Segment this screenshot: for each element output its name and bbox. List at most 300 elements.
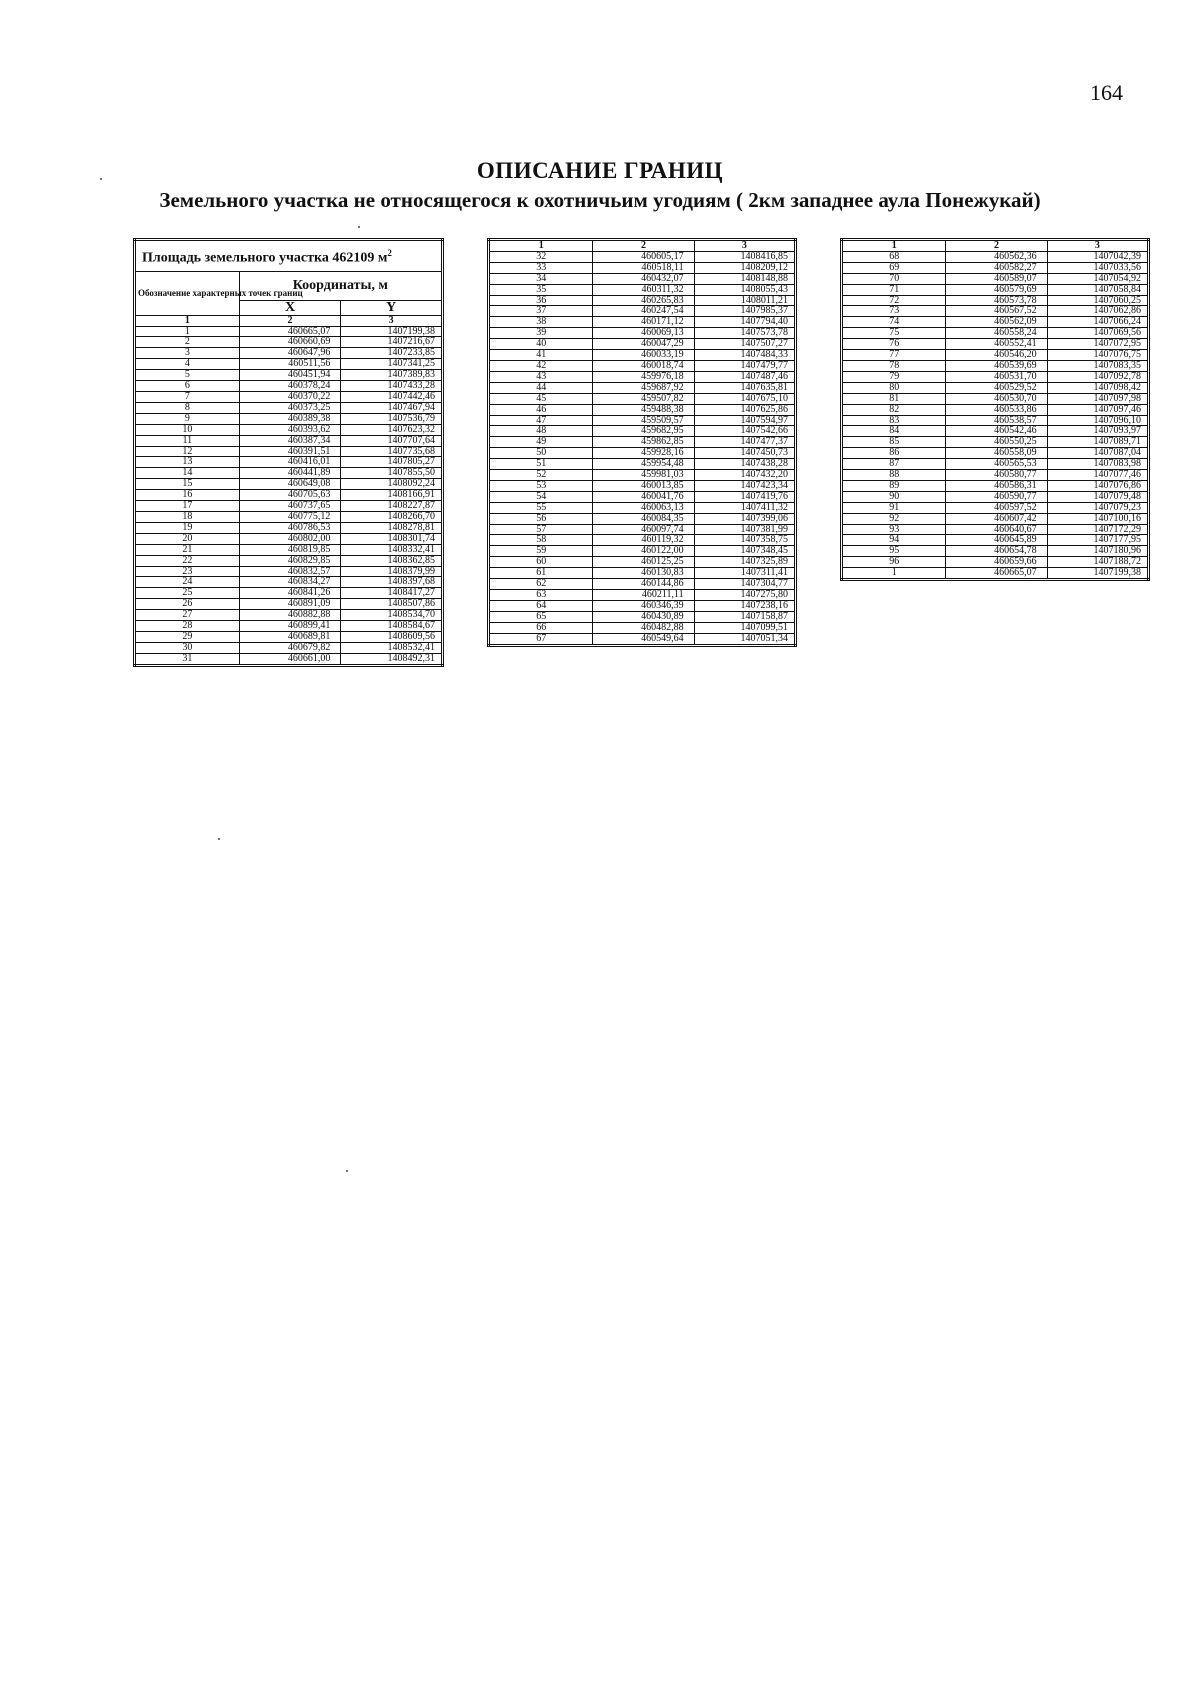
point-number-cell: 31 bbox=[135, 653, 240, 665]
x-coordinate-cell: 460430,89 bbox=[593, 611, 694, 622]
table-row bbox=[842, 415, 1149, 426]
column-number-header: 3 bbox=[1047, 240, 1148, 252]
document-title: ОПИСАНИЕ ГРАНИЦ bbox=[476, 158, 724, 183]
point-number-cell: 22 bbox=[135, 555, 240, 566]
table-row bbox=[135, 413, 443, 424]
point-number-cell: 39 bbox=[489, 328, 593, 339]
y-coordinate-cell: 1408148,88 bbox=[694, 273, 795, 284]
table-row bbox=[135, 326, 443, 337]
y-coordinate-cell: 1407805,27 bbox=[341, 457, 443, 468]
x-coordinate-cell: 460311,32 bbox=[593, 284, 694, 295]
x-coordinate-cell: 460265,83 bbox=[593, 295, 694, 306]
table-row bbox=[489, 295, 796, 306]
point-number-cell: 58 bbox=[489, 535, 593, 546]
coordinates-header: Координаты, м bbox=[239, 271, 442, 300]
x-coordinate-cell: 460645,89 bbox=[946, 535, 1047, 546]
x-coordinate-cell: 460834,27 bbox=[239, 577, 341, 588]
x-coordinate-cell: 460660,69 bbox=[239, 337, 341, 348]
y-coordinate-cell: 1407097,98 bbox=[1047, 393, 1148, 404]
table-row bbox=[135, 435, 443, 446]
table-row bbox=[842, 382, 1149, 393]
y-coordinate-cell: 1407076,86 bbox=[1047, 480, 1148, 491]
point-number-cell: 93 bbox=[842, 524, 946, 535]
y-coordinate-cell: 1407238,16 bbox=[694, 600, 795, 611]
scan-speck bbox=[100, 178, 102, 180]
table-row bbox=[135, 359, 443, 370]
y-coordinate-cell: 1407188,72 bbox=[1047, 557, 1148, 568]
table-row bbox=[489, 350, 796, 361]
point-number-cell: 36 bbox=[489, 295, 593, 306]
table-row bbox=[135, 577, 443, 588]
y-coordinate-cell: 1408055,43 bbox=[694, 284, 795, 295]
x-coordinate-cell: 460899,41 bbox=[239, 621, 341, 632]
y-coordinate-cell: 1407573,78 bbox=[694, 328, 795, 339]
x-coordinate-cell: 460063,13 bbox=[593, 502, 694, 513]
y-coordinate-cell: 1407042,39 bbox=[1047, 251, 1148, 262]
x-coordinate-cell: 460689,81 bbox=[239, 631, 341, 642]
x-coordinate-cell: 460665,07 bbox=[946, 568, 1047, 580]
coordinates-table-2 bbox=[487, 238, 797, 647]
y-coordinate-cell: 1407304,77 bbox=[694, 579, 795, 590]
point-number-cell: 83 bbox=[842, 415, 946, 426]
table-row bbox=[489, 284, 796, 295]
point-number-cell: 59 bbox=[489, 546, 593, 557]
table-row bbox=[135, 457, 443, 468]
table-row bbox=[135, 511, 443, 522]
table-row bbox=[842, 480, 1149, 491]
y-coordinate-cell: 1408278,81 bbox=[341, 522, 443, 533]
x-coordinate-cell: 460122,00 bbox=[593, 546, 694, 557]
table-row bbox=[135, 468, 443, 479]
point-number-cell: 1 bbox=[842, 568, 946, 580]
table-row bbox=[135, 490, 443, 501]
y-coordinate-cell: 1407079,23 bbox=[1047, 502, 1148, 513]
x-coordinate-cell: 460393,62 bbox=[239, 424, 341, 435]
y-coordinate-cell: 1408417,27 bbox=[341, 588, 443, 599]
y-header: Y bbox=[341, 300, 443, 315]
x-coordinate-cell: 460518,11 bbox=[593, 262, 694, 273]
table-row bbox=[135, 501, 443, 512]
point-number-cell: 3 bbox=[135, 348, 240, 359]
table-row bbox=[842, 491, 1149, 502]
point-number-cell: 55 bbox=[489, 502, 593, 513]
y-coordinate-cell: 1407325,89 bbox=[694, 557, 795, 568]
y-coordinate-cell: 1407381,99 bbox=[694, 524, 795, 535]
point-number-cell: 5 bbox=[135, 370, 240, 381]
table-row bbox=[489, 524, 796, 535]
column-number-header: 2 bbox=[946, 240, 1047, 252]
point-number-cell: 34 bbox=[489, 273, 593, 284]
y-coordinate-cell: 1408609,56 bbox=[341, 631, 443, 642]
y-coordinate-cell: 1407635,81 bbox=[694, 382, 795, 393]
x-coordinate-cell: 460550,25 bbox=[946, 437, 1047, 448]
table-row bbox=[489, 448, 796, 459]
table-row bbox=[135, 653, 443, 665]
table-row bbox=[135, 424, 443, 435]
x-coordinate-cell: 460441,89 bbox=[239, 468, 341, 479]
x-coordinate-cell: 460786,53 bbox=[239, 522, 341, 533]
table-row bbox=[489, 328, 796, 339]
x-coordinate-cell: 459954,48 bbox=[593, 459, 694, 470]
x-coordinate-cell: 459928,16 bbox=[593, 448, 694, 459]
y-coordinate-cell: 1407594,97 bbox=[694, 415, 795, 426]
x-coordinate-cell: 460013,85 bbox=[593, 480, 694, 491]
table-row bbox=[842, 393, 1149, 404]
table-row bbox=[842, 371, 1149, 382]
table-row bbox=[489, 535, 796, 546]
x-coordinate-cell: 459488,38 bbox=[593, 404, 694, 415]
y-coordinate-cell: 1407199,38 bbox=[1047, 568, 1148, 580]
table-row bbox=[489, 546, 796, 557]
y-coordinate-cell: 1407450,73 bbox=[694, 448, 795, 459]
x-coordinate-cell: 459509,57 bbox=[593, 415, 694, 426]
y-coordinate-cell: 1407707,64 bbox=[341, 435, 443, 446]
y-coordinate-cell: 1407419,76 bbox=[694, 491, 795, 502]
point-number-cell: 54 bbox=[489, 491, 593, 502]
x-coordinate-cell: 460542,46 bbox=[946, 426, 1047, 437]
column-number-header: 1 bbox=[489, 240, 593, 252]
point-number-cell: 21 bbox=[135, 544, 240, 555]
point-number-cell: 46 bbox=[489, 404, 593, 415]
table-row bbox=[135, 446, 443, 457]
y-coordinate-cell: 1407098,42 bbox=[1047, 382, 1148, 393]
table-row bbox=[135, 610, 443, 621]
y-coordinate-cell: 1407507,27 bbox=[694, 339, 795, 350]
area-unit-superscript: 2 bbox=[387, 248, 392, 258]
x-coordinate-cell: 460737,65 bbox=[239, 501, 341, 512]
table-row bbox=[842, 437, 1149, 448]
x-coordinate-cell: 460565,53 bbox=[946, 459, 1047, 470]
table-row bbox=[135, 642, 443, 653]
point-number-cell: 73 bbox=[842, 306, 946, 317]
table-row bbox=[135, 599, 443, 610]
x-coordinate-cell: 460546,20 bbox=[946, 350, 1047, 361]
y-coordinate-cell: 1407438,28 bbox=[694, 459, 795, 470]
point-number-cell: 63 bbox=[489, 590, 593, 601]
x-coordinate-cell: 460579,69 bbox=[946, 284, 1047, 295]
point-number-cell: 41 bbox=[489, 350, 593, 361]
point-number-cell: 77 bbox=[842, 350, 946, 361]
table-row bbox=[842, 524, 1149, 535]
table-row bbox=[135, 522, 443, 533]
y-coordinate-cell: 1407072,95 bbox=[1047, 339, 1148, 350]
point-number-cell: 66 bbox=[489, 622, 593, 633]
table-row bbox=[489, 459, 796, 470]
table-row bbox=[489, 393, 796, 404]
point-number-cell: 87 bbox=[842, 459, 946, 470]
table-row bbox=[842, 557, 1149, 568]
x-coordinate-cell: 460558,09 bbox=[946, 448, 1047, 459]
x-coordinate-cell: 460562,09 bbox=[946, 317, 1047, 328]
coordinates-table-3 bbox=[840, 238, 1150, 581]
x-coordinate-cell: 460549,64 bbox=[593, 633, 694, 645]
y-coordinate-cell: 1407411,32 bbox=[694, 502, 795, 513]
table-row bbox=[489, 600, 796, 611]
y-coordinate-cell: 1408534,70 bbox=[341, 610, 443, 621]
x-coordinate-cell: 460819,85 bbox=[239, 544, 341, 555]
x-coordinate-cell: 460705,63 bbox=[239, 490, 341, 501]
x-coordinate-cell: 460391,51 bbox=[239, 446, 341, 457]
x-coordinate-cell: 460247,54 bbox=[593, 306, 694, 317]
point-number-cell: 80 bbox=[842, 382, 946, 393]
x-coordinate-cell: 460573,78 bbox=[946, 295, 1047, 306]
x-coordinate-cell: 460558,24 bbox=[946, 328, 1047, 339]
y-coordinate-cell: 1408492,31 bbox=[341, 653, 443, 665]
table-row bbox=[489, 360, 796, 371]
table-row bbox=[489, 633, 796, 645]
designation-header: Обозначение характерных точек границ bbox=[135, 271, 240, 315]
point-number-cell: 95 bbox=[842, 546, 946, 557]
table-row bbox=[842, 470, 1149, 481]
x-coordinate-cell: 460531,70 bbox=[946, 371, 1047, 382]
point-number-cell: 33 bbox=[489, 262, 593, 273]
x-coordinate-cell: 460533,86 bbox=[946, 404, 1047, 415]
y-coordinate-cell: 1408209,12 bbox=[694, 262, 795, 273]
x-coordinate-cell: 460125,25 bbox=[593, 557, 694, 568]
point-number-cell: 4 bbox=[135, 359, 240, 370]
point-number-cell: 43 bbox=[489, 371, 593, 382]
y-coordinate-cell: 1407341,25 bbox=[341, 359, 443, 370]
table-row bbox=[135, 337, 443, 348]
point-number-cell: 42 bbox=[489, 360, 593, 371]
table-row bbox=[842, 350, 1149, 361]
point-number-cell: 18 bbox=[135, 511, 240, 522]
x-coordinate-cell: 460832,57 bbox=[239, 566, 341, 577]
table-3-body bbox=[842, 251, 1149, 579]
x-coordinate-cell: 460580,77 bbox=[946, 470, 1047, 481]
table-row bbox=[135, 555, 443, 566]
y-coordinate-cell: 1407099,51 bbox=[694, 622, 795, 633]
table-row bbox=[842, 251, 1149, 262]
y-coordinate-cell: 1407358,75 bbox=[694, 535, 795, 546]
x-coordinate-cell: 460529,52 bbox=[946, 382, 1047, 393]
table-row bbox=[489, 339, 796, 350]
y-coordinate-cell: 1408362,85 bbox=[341, 555, 443, 566]
point-number-cell: 7 bbox=[135, 392, 240, 403]
column-number-header: 3 bbox=[341, 315, 443, 326]
point-number-cell: 70 bbox=[842, 273, 946, 284]
point-number-cell: 6 bbox=[135, 381, 240, 392]
y-coordinate-cell: 1407348,45 bbox=[694, 546, 795, 557]
point-number-cell: 25 bbox=[135, 588, 240, 599]
table-row bbox=[489, 306, 796, 317]
table-row bbox=[489, 382, 796, 393]
table-row bbox=[135, 533, 443, 544]
y-coordinate-cell: 1407479,77 bbox=[694, 360, 795, 371]
point-number-cell: 52 bbox=[489, 470, 593, 481]
table-row bbox=[489, 415, 796, 426]
x-coordinate-cell: 460511,56 bbox=[239, 359, 341, 370]
column-number-header: 2 bbox=[239, 315, 341, 326]
point-number-cell: 16 bbox=[135, 490, 240, 501]
point-number-cell: 61 bbox=[489, 568, 593, 579]
table-row bbox=[135, 370, 443, 381]
y-coordinate-cell: 1407536,79 bbox=[341, 413, 443, 424]
x-coordinate-cell: 459862,85 bbox=[593, 437, 694, 448]
point-number-cell: 82 bbox=[842, 404, 946, 415]
table-row bbox=[842, 502, 1149, 513]
y-coordinate-cell: 1407399,06 bbox=[694, 513, 795, 524]
point-number-cell: 13 bbox=[135, 457, 240, 468]
table-row bbox=[135, 402, 443, 413]
table-row bbox=[842, 448, 1149, 459]
y-coordinate-cell: 1407623,32 bbox=[341, 424, 443, 435]
table-row bbox=[489, 502, 796, 513]
point-number-cell: 12 bbox=[135, 446, 240, 457]
y-coordinate-cell: 1407093,97 bbox=[1047, 426, 1148, 437]
x-coordinate-cell: 460679,82 bbox=[239, 642, 341, 653]
y-coordinate-cell: 1407083,98 bbox=[1047, 459, 1148, 470]
x-coordinate-cell: 460552,41 bbox=[946, 339, 1047, 350]
y-coordinate-cell: 1408332,41 bbox=[341, 544, 443, 555]
x-coordinate-cell: 460171,12 bbox=[593, 317, 694, 328]
table-row bbox=[489, 579, 796, 590]
scan-speck bbox=[346, 1170, 348, 1172]
table-row bbox=[842, 459, 1149, 470]
table-row bbox=[842, 535, 1149, 546]
table-row bbox=[842, 339, 1149, 350]
x-coordinate-cell: 460130,83 bbox=[593, 568, 694, 579]
table-row bbox=[842, 306, 1149, 317]
x-coordinate-cell: 460802,00 bbox=[239, 533, 341, 544]
y-coordinate-cell: 1407985,37 bbox=[694, 306, 795, 317]
point-number-cell: 71 bbox=[842, 284, 946, 295]
y-coordinate-cell: 1407077,46 bbox=[1047, 470, 1148, 481]
x-coordinate-cell: 460607,42 bbox=[946, 513, 1047, 524]
y-coordinate-cell: 1408397,68 bbox=[341, 577, 443, 588]
point-number-cell: 94 bbox=[842, 535, 946, 546]
table-row bbox=[842, 295, 1149, 306]
point-number-cell: 11 bbox=[135, 435, 240, 446]
table-row bbox=[489, 611, 796, 622]
table-row bbox=[842, 317, 1149, 328]
y-coordinate-cell: 1407311,41 bbox=[694, 568, 795, 579]
x-coordinate-cell: 460567,52 bbox=[946, 306, 1047, 317]
point-number-cell: 75 bbox=[842, 328, 946, 339]
point-number-cell: 88 bbox=[842, 470, 946, 481]
x-coordinate-cell: 460647,96 bbox=[239, 348, 341, 359]
point-number-cell: 30 bbox=[135, 642, 240, 653]
x-coordinate-cell: 460451,94 bbox=[239, 370, 341, 381]
table-row bbox=[135, 479, 443, 490]
y-coordinate-cell: 1407423,34 bbox=[694, 480, 795, 491]
point-number-cell: 65 bbox=[489, 611, 593, 622]
point-number-cell: 2 bbox=[135, 337, 240, 348]
table-row bbox=[135, 631, 443, 642]
x-coordinate-cell: 459682,95 bbox=[593, 426, 694, 437]
x-coordinate-cell: 460775,12 bbox=[239, 511, 341, 522]
table-row bbox=[842, 546, 1149, 557]
table-row bbox=[842, 273, 1149, 284]
point-number-cell: 23 bbox=[135, 566, 240, 577]
y-coordinate-cell: 1407087,04 bbox=[1047, 448, 1148, 459]
point-number-cell: 38 bbox=[489, 317, 593, 328]
table-row bbox=[489, 404, 796, 415]
point-number-cell: 10 bbox=[135, 424, 240, 435]
point-number-cell: 32 bbox=[489, 251, 593, 262]
table-row bbox=[489, 480, 796, 491]
x-coordinate-cell: 460891,09 bbox=[239, 599, 341, 610]
table-row bbox=[489, 590, 796, 601]
point-number-cell: 14 bbox=[135, 468, 240, 479]
y-coordinate-cell: 1407442,46 bbox=[341, 392, 443, 403]
x-coordinate-cell: 460605,17 bbox=[593, 251, 694, 262]
table-row bbox=[842, 568, 1149, 580]
table-row bbox=[842, 360, 1149, 371]
table-row bbox=[489, 568, 796, 579]
y-coordinate-cell: 1407389,83 bbox=[341, 370, 443, 381]
table-row bbox=[489, 251, 796, 262]
area-header bbox=[135, 240, 443, 272]
y-coordinate-cell: 1407058,84 bbox=[1047, 284, 1148, 295]
point-number-cell: 64 bbox=[489, 600, 593, 611]
point-number-cell: 81 bbox=[842, 393, 946, 404]
x-coordinate-cell: 459976,18 bbox=[593, 371, 694, 382]
x-coordinate-cell: 460649,08 bbox=[239, 479, 341, 490]
y-coordinate-cell: 1407100,16 bbox=[1047, 513, 1148, 524]
x-coordinate-cell: 460018,74 bbox=[593, 360, 694, 371]
y-coordinate-cell: 1407158,87 bbox=[694, 611, 795, 622]
y-coordinate-cell: 1407233,85 bbox=[341, 348, 443, 359]
point-number-cell: 8 bbox=[135, 402, 240, 413]
table-row bbox=[489, 262, 796, 273]
x-coordinate-cell: 460482,88 bbox=[593, 622, 694, 633]
table-row bbox=[135, 588, 443, 599]
point-number-cell: 17 bbox=[135, 501, 240, 512]
point-number-cell: 9 bbox=[135, 413, 240, 424]
y-coordinate-cell: 1407625,86 bbox=[694, 404, 795, 415]
x-coordinate-cell: 460530,70 bbox=[946, 393, 1047, 404]
point-number-cell: 49 bbox=[489, 437, 593, 448]
y-coordinate-cell: 1408266,70 bbox=[341, 511, 443, 522]
x-coordinate-cell: 460665,07 bbox=[239, 326, 341, 337]
point-number-cell: 74 bbox=[842, 317, 946, 328]
x-coordinate-cell: 460389,38 bbox=[239, 413, 341, 424]
point-number-cell: 56 bbox=[489, 513, 593, 524]
y-coordinate-cell: 1407275,80 bbox=[694, 590, 795, 601]
x-coordinate-cell: 460416,01 bbox=[239, 457, 341, 468]
x-coordinate-cell: 460562,36 bbox=[946, 251, 1047, 262]
y-coordinate-cell: 1408379,99 bbox=[341, 566, 443, 577]
x-coordinate-cell: 460590,77 bbox=[946, 491, 1047, 502]
x-coordinate-cell: 460084,35 bbox=[593, 513, 694, 524]
y-coordinate-cell: 1407735,68 bbox=[341, 446, 443, 457]
point-number-cell: 29 bbox=[135, 631, 240, 642]
y-coordinate-cell: 1407487,46 bbox=[694, 371, 795, 382]
y-coordinate-cell: 1407089,71 bbox=[1047, 437, 1148, 448]
point-number-cell: 60 bbox=[489, 557, 593, 568]
y-coordinate-cell: 1407066,24 bbox=[1047, 317, 1148, 328]
table-row bbox=[489, 622, 796, 633]
point-number-cell: 89 bbox=[842, 480, 946, 491]
table-row bbox=[135, 566, 443, 577]
column-number-header: 1 bbox=[135, 315, 240, 326]
table-row bbox=[489, 371, 796, 382]
table-row bbox=[489, 557, 796, 568]
scan-speck bbox=[358, 226, 360, 228]
y-coordinate-cell: 1407199,38 bbox=[341, 326, 443, 337]
x-coordinate-cell: 460370,22 bbox=[239, 392, 341, 403]
x-coordinate-cell: 460119,32 bbox=[593, 535, 694, 546]
scan-speck bbox=[218, 838, 220, 840]
y-coordinate-cell: 1407076,75 bbox=[1047, 350, 1148, 361]
y-coordinate-cell: 1407033,56 bbox=[1047, 262, 1148, 273]
table-row bbox=[489, 470, 796, 481]
point-number-cell: 68 bbox=[842, 251, 946, 262]
point-number-cell: 90 bbox=[842, 491, 946, 502]
table-row bbox=[842, 262, 1149, 273]
point-number-cell: 24 bbox=[135, 577, 240, 588]
